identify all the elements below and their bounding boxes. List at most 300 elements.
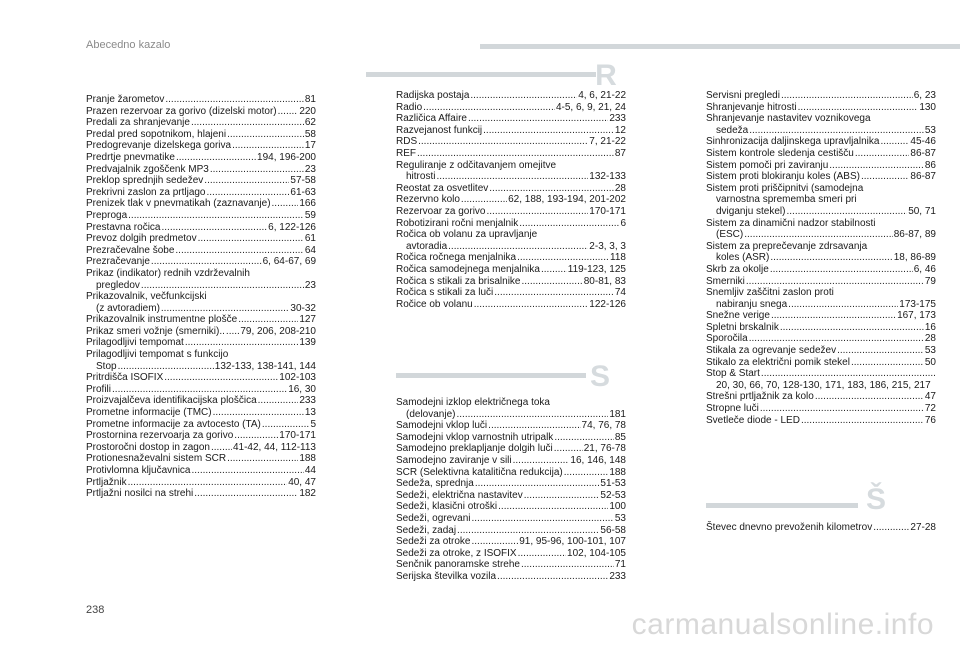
- entry-label-first-line: Reguliranje z odčitavanjem omejitve: [396, 159, 557, 171]
- leader-dots: [829, 160, 924, 172]
- entry-page: 16, 146, 148: [570, 454, 626, 466]
- entry-label: Radijska postaja: [396, 90, 470, 101]
- entry-label-first-line: Prikaz (indikator) rednih vzdrževalnih: [86, 267, 250, 279]
- leader-dots: [472, 536, 519, 548]
- leader-dots: [234, 430, 278, 442]
- leader-dots: [801, 415, 924, 427]
- entry-page: 76: [924, 414, 936, 426]
- index-entry: [396, 160, 626, 183]
- leader-dots: [798, 102, 919, 114]
- index-entry: [706, 403, 936, 415]
- index-entry: [706, 90, 936, 102]
- index-entry: [706, 241, 936, 264]
- leader-dots: [470, 90, 577, 102]
- leader-dots: [112, 384, 287, 396]
- leader-dots: [164, 372, 278, 384]
- index-entry-line: [706, 229, 936, 241]
- index-entry: [396, 548, 626, 560]
- entry-page: 62, 188, 193-194, 201-202: [508, 194, 626, 206]
- leader-dots: [211, 442, 232, 454]
- entry-page: 100: [609, 501, 626, 513]
- entry-label: Prostoročni dostop in zagon: [86, 441, 210, 453]
- entry-page: 170-171: [279, 430, 316, 442]
- leader-dots: [760, 403, 924, 415]
- index-entry: [706, 171, 936, 183]
- leader-dots: [468, 113, 608, 125]
- entry-page: 47: [924, 391, 936, 403]
- entry-label: Proizvajalčeva identifikacijska ploščica: [86, 395, 257, 407]
- index-entry: [396, 287, 626, 299]
- index-entry: [396, 490, 626, 502]
- entry-page: 79, 206, 208-210: [240, 325, 316, 337]
- index-entry: [86, 233, 316, 245]
- index-entry: [706, 391, 936, 403]
- leader-dots: [861, 171, 909, 183]
- leader-dots: [815, 391, 924, 403]
- entry-page: 127: [299, 314, 316, 326]
- index-entry: [396, 136, 626, 148]
- entry-label: (delovanje): [406, 408, 456, 420]
- index-entry: [706, 357, 936, 369]
- index-column-1: [86, 94, 316, 500]
- leader-dots: [541, 264, 567, 276]
- index-entry: [706, 136, 936, 148]
- entry-page: 18, 86-89: [893, 252, 936, 264]
- entry-page: 130: [919, 101, 936, 113]
- index-entry: [706, 333, 936, 345]
- index-entry: [396, 102, 626, 114]
- entry-label: (z avtoradiem): [96, 302, 160, 314]
- index-entry: [86, 187, 316, 199]
- leader-dots: [524, 490, 600, 502]
- entry-label: Prikazovalnik instrumentne plošče: [86, 314, 238, 326]
- index-entry: [86, 326, 316, 338]
- entry-page: 40, 47: [288, 476, 316, 488]
- index-entry-line: [86, 361, 316, 373]
- index-entry: [396, 125, 626, 137]
- entry-label: Svetleče diode - LED: [706, 414, 800, 426]
- leader-dots: [418, 136, 588, 148]
- entry-label-first-line: Sistem za preprečevanje zdrsavanja: [706, 240, 868, 252]
- leader-dots: [213, 407, 304, 419]
- entry-label: Števec dnevno prevoženih kilometrov: [706, 522, 873, 533]
- entry-label: Spletni brskalnik: [706, 321, 779, 333]
- index-entry: [396, 559, 626, 571]
- entry-page: 6: [620, 217, 626, 229]
- letter-s: S: [589, 360, 610, 393]
- entry-label: Različica Affaire: [396, 113, 467, 125]
- entry-page: 45-46: [910, 136, 936, 148]
- entry-label: Prometne informacije (TMC): [86, 407, 212, 419]
- entry-page: 102-103: [279, 372, 316, 384]
- entry-label: Sistem proti blokiranju koles (ABS): [706, 171, 860, 183]
- entry-label-first-line: Sistem proti priščipnitvi (samodejna: [706, 182, 864, 194]
- index-entry: [706, 287, 936, 310]
- entry-label: Prtljažni nosilci na strehi: [86, 488, 194, 500]
- entry-page: 62: [304, 117, 316, 129]
- index-entry: [396, 90, 626, 102]
- index-entry: [706, 322, 936, 334]
- leader-dots: [238, 314, 298, 326]
- index-entry: [86, 152, 316, 164]
- entry-page: 188: [299, 453, 316, 465]
- leader-dots: [554, 443, 583, 455]
- leader-dots: [191, 117, 304, 129]
- entry-page-continuation: 20, 30, 66, 70, 128-130, 171, 183, 186, 215, 217: [716, 379, 931, 391]
- leader-dots: [175, 245, 303, 257]
- leader-dots: [141, 280, 304, 292]
- entry-label: Samodejno preklapljanje dolgih luči: [396, 443, 553, 455]
- entry-label: (ESC): [716, 229, 744, 241]
- entry-page: 170-171: [589, 205, 626, 217]
- index-entry-line: [706, 299, 936, 311]
- entry-page: 16: [924, 321, 936, 333]
- leader-dots: [436, 171, 588, 183]
- entry-page: 53: [614, 512, 626, 524]
- page-number: 238: [86, 604, 105, 616]
- index-column-2-s: [396, 397, 626, 583]
- entry-label: Samodejno zaviranje v sili: [396, 454, 512, 466]
- entry-page: 6, 122-126: [268, 221, 316, 233]
- entry-page: 220: [299, 105, 316, 117]
- entry-page: 23: [304, 163, 316, 175]
- entry-page: 28: [614, 182, 626, 194]
- entry-page: 119-123, 125: [567, 263, 626, 275]
- leader-dots: [564, 467, 609, 479]
- leader-dots: [746, 276, 924, 288]
- leader-dots: [198, 233, 304, 245]
- leader-dots: [513, 455, 570, 467]
- index-entry-line: [706, 252, 936, 264]
- leader-dots: [786, 206, 907, 218]
- leader-dots: [880, 136, 909, 148]
- entry-label: sedeža: [716, 124, 749, 136]
- index-entry-line: [396, 171, 626, 183]
- index-entry: [86, 291, 316, 314]
- index-entry: [396, 536, 626, 548]
- entry-page: 173-175: [899, 298, 936, 310]
- entry-page: 58: [304, 128, 316, 140]
- entry-label: Preklop sprednjih sedežev: [86, 175, 204, 187]
- entry-page: 41-42, 44, 112-113: [232, 441, 316, 453]
- entry-page: 12: [614, 124, 626, 136]
- leader-dots: [873, 522, 909, 534]
- entry-page: 27-28: [910, 522, 936, 533]
- index-entry: [706, 310, 936, 322]
- index-entry: [706, 415, 936, 427]
- entry-page: 6, 64-67, 69: [262, 256, 316, 268]
- entry-label: Predal pred sopotnikom, hlajeni: [86, 128, 227, 140]
- letter-heading-r: [366, 59, 626, 92]
- index-entry: [396, 513, 626, 525]
- entry-page: 132-133, 138-141, 144: [214, 360, 316, 372]
- entry-page: 80-81, 83: [583, 275, 626, 287]
- index-entry: [86, 175, 316, 187]
- index-entry: [396, 455, 626, 467]
- leader-dots: [227, 453, 298, 465]
- leader-dots: [262, 419, 310, 431]
- entry-page: 21, 76-78: [583, 443, 626, 455]
- entry-page: 50, 71: [908, 205, 936, 217]
- index-entry: [86, 384, 316, 396]
- entry-label: Stop: [96, 360, 117, 372]
- index-entry: [86, 210, 316, 222]
- leader-dots: [423, 102, 555, 114]
- entry-page: 61-63: [290, 186, 316, 198]
- index-entry: [86, 268, 316, 291]
- entry-label: Prezračevalne šobe: [86, 244, 175, 256]
- index-entry-line: [396, 241, 626, 253]
- entry-label: Reostat za osvetlitev: [396, 182, 489, 194]
- index-column-3: [706, 90, 936, 426]
- entry-label: Smerniki: [706, 275, 745, 287]
- entry-label: hitrosti: [406, 171, 436, 183]
- index-entry: [396, 183, 626, 195]
- entry-label: Protionesnaževalni sistem SCR: [86, 453, 227, 465]
- leader-dots: [770, 252, 892, 264]
- entry-label: Sporočila: [706, 333, 748, 345]
- entry-label: Stropne luči: [706, 403, 759, 415]
- entry-label: Robotizirani ročni menjalnik: [396, 217, 519, 229]
- letter-divider: [396, 373, 586, 378]
- leader-dots: [161, 222, 267, 234]
- entry-label-first-line: Samodejni izklop električnega toka: [396, 397, 550, 408]
- index-entry-line: [706, 206, 936, 218]
- entry-page: 233: [609, 113, 626, 125]
- leader-dots: [185, 337, 298, 349]
- entry-label: Prtljažnik: [86, 476, 127, 488]
- entry-page: 166: [299, 198, 316, 210]
- index-entry: [396, 525, 626, 537]
- index-entry: [86, 349, 316, 372]
- leader-dots: [226, 326, 239, 338]
- leader-dots: [210, 164, 304, 176]
- index-entry: [396, 467, 626, 479]
- entry-page: 53: [924, 345, 936, 357]
- leader-dots: [151, 256, 262, 268]
- leader-dots: [771, 310, 896, 322]
- entry-label: Skrb za okolje: [706, 263, 769, 275]
- entry-page: 118: [610, 252, 626, 264]
- index-entry-line: [706, 368, 936, 380]
- entry-page: 102, 104-105: [567, 547, 626, 559]
- entry-label-first-line: Sistem za dinamični nadzor stabilnosti: [706, 217, 876, 229]
- leader-dots: [744, 229, 893, 241]
- index-entry: [706, 148, 936, 160]
- entry-page: 139: [299, 337, 316, 349]
- index-entry: [86, 488, 316, 500]
- entry-page: 233: [609, 570, 626, 582]
- entry-page: 7, 21-22: [589, 136, 626, 148]
- entry-label: Serijska številka vozila: [396, 570, 497, 582]
- entry-label: Ročica ročnega menjalnika: [396, 252, 517, 264]
- entry-page: 56-58: [600, 524, 626, 536]
- index-entry: [86, 465, 316, 477]
- leader-dots: [519, 218, 619, 230]
- index-entry: [396, 252, 626, 264]
- leader-dots: [475, 478, 600, 490]
- leader-dots: [258, 395, 299, 407]
- index-entry: [706, 345, 936, 357]
- index-entry-line: [86, 303, 316, 315]
- entry-label: Senčnik panoramske strehe: [396, 559, 520, 571]
- entry-page: 30-32: [290, 302, 316, 314]
- entry-page: 17: [304, 140, 316, 152]
- index-entry: [706, 183, 936, 218]
- leader-dots: [498, 501, 608, 513]
- leader-dots: [128, 210, 304, 222]
- leader-dots: [749, 333, 924, 345]
- entry-label-first-line: Prikazovalnik, večfunkcijski: [86, 291, 207, 303]
- entry-page: 4-5, 6, 9, 21, 24: [555, 101, 626, 113]
- entry-page: 81: [304, 94, 316, 105]
- entry-page: 194, 196-200: [257, 151, 316, 163]
- leader-dots: [486, 206, 588, 218]
- index-entry: [86, 395, 316, 407]
- index-entry: [396, 148, 626, 160]
- index-entry: [86, 256, 316, 268]
- entry-page: 16, 30: [288, 383, 316, 395]
- entry-label: Shranjevanje hitrosti: [706, 101, 797, 113]
- entry-page: 57-58: [290, 175, 316, 187]
- entry-page: 72: [924, 403, 936, 415]
- leader-dots: [770, 264, 913, 276]
- index-entry-line: [396, 409, 626, 421]
- entry-page: 85: [614, 431, 626, 443]
- entry-label: SCR (Selektivna katalitična redukcija): [396, 466, 563, 478]
- watermark: carmanualsonline.info: [631, 608, 934, 641]
- index-entry: [86, 419, 316, 431]
- leader-dots: [278, 106, 299, 118]
- index-entry: [396, 264, 626, 276]
- leader-dots: [118, 361, 214, 373]
- entry-label: Snežne verige: [706, 310, 770, 322]
- index-entry: [706, 368, 936, 391]
- index-entry: [396, 443, 626, 455]
- entry-label: Prostornina rezervoarja za gorivo: [86, 430, 234, 442]
- leader-dots: [497, 571, 608, 583]
- entry-page: 6, 46: [913, 263, 936, 275]
- leader-dots: [227, 129, 304, 141]
- entry-label-second-line: varnostna sprememba smeri pri: [716, 194, 857, 206]
- index-entry: [396, 194, 626, 206]
- leader-dots: [517, 252, 609, 264]
- index-entry: [396, 420, 626, 432]
- index-entry-line: [86, 280, 316, 292]
- leader-dots: [522, 276, 583, 288]
- leader-dots: [128, 477, 288, 489]
- entry-label: Sedeži, klasični otroški: [396, 501, 498, 513]
- leader-dots: [165, 94, 304, 106]
- leader-dots: [176, 152, 256, 164]
- entry-page: 181: [609, 408, 626, 420]
- leader-dots: [192, 465, 304, 477]
- entry-label: pregledov: [96, 279, 140, 291]
- leader-dots: [161, 303, 290, 315]
- leader-dots: [489, 183, 614, 195]
- index-entry: [86, 129, 316, 141]
- index-entry-line: [706, 125, 936, 137]
- entry-label: Sedeži, ogrevani: [396, 512, 471, 524]
- entry-page: 79: [924, 275, 936, 287]
- entry-label: Razvejanost funkcij: [396, 124, 483, 136]
- entry-page: 132-133: [589, 171, 626, 183]
- index-entry: [86, 222, 316, 234]
- index-entry: [86, 337, 316, 349]
- entry-label: Ročice ob volanu: [396, 298, 473, 310]
- index-entry: [86, 314, 316, 326]
- header-bar: [480, 44, 960, 49]
- entry-page: 23: [304, 279, 316, 291]
- entry-page: 71: [614, 559, 626, 571]
- index-entry: [706, 160, 936, 172]
- leader-dots: [488, 420, 580, 432]
- entry-label: Stikalo za električni pomik stekel: [706, 356, 850, 368]
- entry-label: Pranje žarometov: [86, 94, 165, 105]
- leader-dots: [456, 409, 608, 421]
- entry-label: Stikala za ogrevanje sedežev: [706, 345, 837, 357]
- index-entry: [706, 276, 936, 288]
- entry-page: 44: [304, 465, 316, 476]
- index-column-3-sh: [706, 522, 936, 534]
- leader-dots: [472, 513, 614, 525]
- entry-label: Sinhronizacija daljinskega upravljalnika: [706, 136, 880, 148]
- entry-label: Prevoz dolgih predmetov: [86, 233, 197, 245]
- index-entry: [86, 442, 316, 454]
- letter-r: R: [595, 59, 617, 92]
- leader-dots: [761, 368, 935, 380]
- leader-dots: [194, 488, 298, 500]
- entry-label: Prezračevanje: [86, 256, 150, 268]
- entry-page: 6, 23: [913, 90, 936, 101]
- index-entry: [86, 140, 316, 152]
- letter-divider: [366, 72, 596, 77]
- entry-page: 53: [924, 124, 936, 136]
- entry-label: Prometne informacije za avtocesto (TA): [86, 418, 261, 430]
- entry-label: Radio: [396, 101, 423, 113]
- entry-label: Prenizek tlak v pnevmatikah (zaznavanje): [86, 198, 271, 210]
- entry-label-first-line: Snemljiv zaščitni zaslon proti: [706, 287, 834, 299]
- index-entry: [86, 430, 316, 442]
- index-entry: [396, 501, 626, 513]
- entry-page: 86-87: [910, 171, 936, 183]
- index-entry: [86, 245, 316, 257]
- index-entry: [86, 106, 316, 118]
- entry-page: 182: [299, 488, 316, 500]
- index-entry: [86, 117, 316, 129]
- entry-label: Predrtje pnevmatike: [86, 151, 175, 163]
- entry-page: 52-53: [600, 489, 626, 501]
- index-entry: [86, 477, 316, 489]
- leader-dots: [272, 198, 299, 210]
- entry-page: 2-3, 3, 3: [589, 240, 626, 252]
- entry-label: avtoradia: [406, 240, 448, 252]
- index-entry: [86, 453, 316, 465]
- index-entry: [706, 218, 936, 241]
- index-entry: [86, 407, 316, 419]
- entry-label: Samodejni vklop varnostnih utripalk: [396, 431, 554, 443]
- index-entry: [706, 264, 936, 276]
- entry-page: 50: [924, 356, 936, 368]
- letter-heading-s: [396, 360, 626, 393]
- index-entry: [396, 218, 626, 230]
- leader-dots: [521, 559, 614, 571]
- entry-page: 74: [614, 287, 626, 299]
- entry-label: Sistem pomoči pri zaviranju: [706, 159, 829, 171]
- leader-dots: [494, 287, 614, 299]
- index-entry: [86, 164, 316, 176]
- entry-label-first-line: Ročica ob volanu za upravljanje: [396, 229, 538, 241]
